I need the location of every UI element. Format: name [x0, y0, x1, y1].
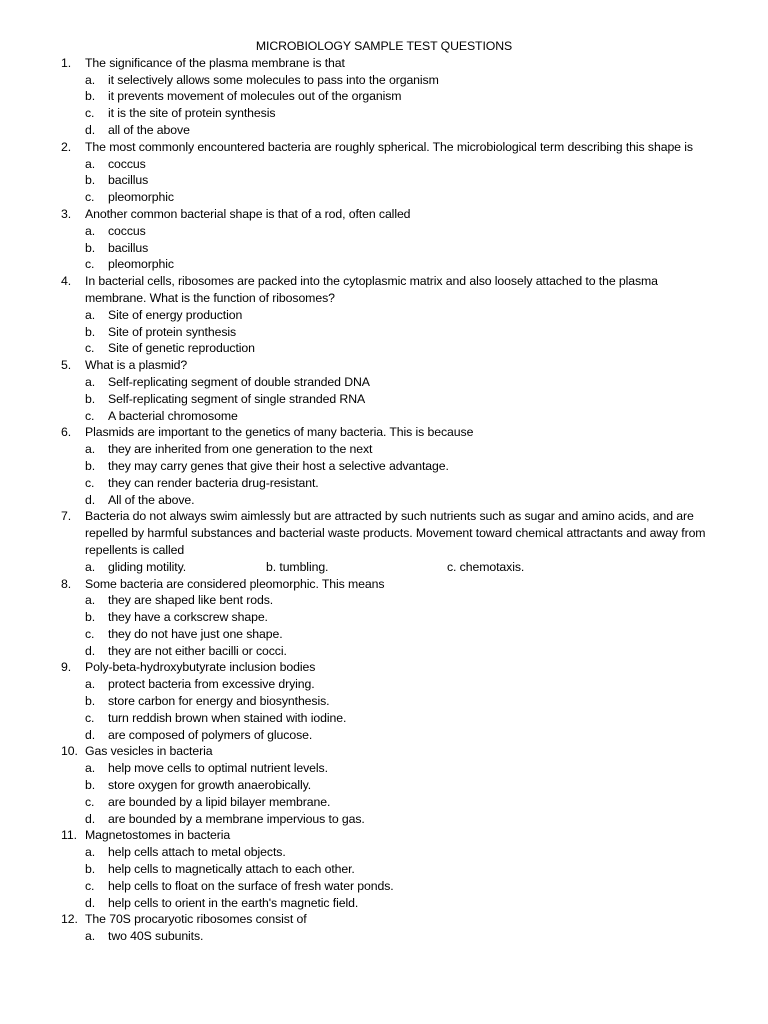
option-letter: a.: [85, 72, 96, 87]
question-number: 10.: [61, 744, 78, 759]
question-11: [0, 827, 768, 844]
option-text: help cells to float on the surface of fresh water ponds.: [108, 878, 394, 893]
option-item: [0, 760, 768, 777]
option-item: [0, 105, 768, 122]
question-text: Some bacteria are considered pleomorphic. This means: [85, 576, 385, 591]
page-title: MICROBIOLOGY SAMPLE TEST QUESTIONS: [255, 39, 513, 53]
option-item: [0, 172, 768, 189]
option-item: [0, 861, 768, 878]
options-list: [0, 760, 768, 827]
option-letter: d.: [85, 727, 96, 742]
option-letter: b.: [85, 862, 96, 877]
option-text: two 40S subunits.: [108, 929, 204, 944]
option-item: [0, 693, 768, 710]
option-letter: a.: [85, 307, 96, 322]
document-page: [0, 38, 768, 945]
option-item: [0, 609, 768, 626]
option-item: [0, 727, 768, 744]
option-item: [0, 256, 768, 273]
option-letter: b.: [85, 240, 96, 255]
question-text: Another common bacterial shape is that of a rod, often called: [85, 206, 411, 221]
option-item: [0, 895, 768, 912]
option-item: [0, 710, 768, 727]
options-list: [0, 676, 768, 743]
option-letter: a.: [85, 929, 96, 944]
question-6: [0, 424, 768, 441]
option-letter: c.: [85, 408, 95, 423]
question-text: The most commonly encountered bacteria are roughly spherical. The microbiological term describing this shape is: [85, 139, 693, 154]
question-7: [0, 508, 768, 558]
question-number: 1.: [61, 55, 72, 70]
option-text: they are shaped like bent rods.: [108, 593, 274, 608]
question-9: [0, 659, 768, 676]
question-8: [0, 576, 768, 593]
option-letter: a.: [85, 845, 96, 860]
question-text: Magnetostomes in bacteria: [85, 828, 231, 843]
option-text: Site of protein synthesis: [108, 324, 237, 339]
option-text: they may carry genes that give their host a selective advantage.: [108, 458, 449, 473]
option-letter: a.: [85, 442, 96, 457]
option-text: coccus: [108, 223, 146, 238]
option-letter: d.: [85, 492, 96, 507]
option-letter: c.: [85, 106, 95, 121]
question-number: 5.: [61, 358, 72, 373]
question-5: [0, 357, 768, 374]
option-item: [0, 189, 768, 206]
option-letter: b.: [85, 778, 96, 793]
option-text: A bacterial chromosome: [108, 408, 238, 423]
option-item: [0, 391, 768, 408]
option-item: [0, 307, 768, 324]
option-text: it prevents movement of molecules out of the organism: [108, 89, 402, 104]
option-item: [0, 844, 768, 861]
option-text: they are inherited from one generation to the next: [108, 442, 373, 457]
option-item: [0, 777, 768, 794]
option-item: [0, 592, 768, 609]
options-list: [0, 307, 768, 357]
option-text: they do not have just one shape.: [108, 626, 283, 641]
option-text: they can render bacteria drug-resistant.: [108, 475, 319, 490]
option-text: Self-replicating segment of single stranded RNA: [108, 391, 366, 406]
options-list: [0, 441, 768, 508]
option-text: b. tumbling.: [266, 559, 329, 574]
option-text: all of the above: [108, 122, 190, 137]
question-12: [0, 911, 768, 928]
option-item: [0, 928, 768, 945]
option-text: turn reddish brown when stained with iodine.: [108, 710, 347, 725]
option-letter: c.: [85, 626, 95, 641]
option-item: [0, 878, 768, 895]
option-text: bacillus: [108, 173, 149, 188]
option-letter: a.: [85, 223, 96, 238]
option-item: [0, 324, 768, 341]
options-list: [0, 374, 768, 424]
question-text: In bacterial cells, ribosomes are packed into the cytoplasmic matrix and also loosely attached to the plasma membrane. What is the function of ribosomes?: [85, 274, 658, 305]
option-text: pleomorphic: [108, 257, 174, 272]
option-letter: a.: [85, 374, 96, 389]
question-4: [0, 273, 768, 307]
option-letter: a.: [85, 677, 96, 692]
option-text: pleomorphic: [108, 190, 174, 205]
question-number: 3.: [61, 206, 72, 221]
option-letter: a.: [85, 593, 96, 608]
option-text: All of the above.: [108, 492, 195, 507]
option-letter: b.: [85, 694, 96, 709]
question-number: 4.: [61, 274, 72, 289]
option-item: [0, 676, 768, 693]
option-text: it is the site of protein synthesis: [108, 106, 276, 121]
option-letter: c.: [85, 341, 95, 356]
option-letter: b.: [85, 324, 96, 339]
option-text: are bounded by a lipid bilayer membrane.: [108, 794, 331, 809]
option-letter: b.: [85, 173, 96, 188]
option-item: [0, 408, 768, 425]
question-text: Bacteria do not always swim aimlessly but are attracted by such nutrients such as sugar and amino acids, and are repelled by harmful substances and bacterial waste products. Movement toward chemical attractants and away from repellents is called: [85, 509, 706, 557]
options-list: [0, 223, 768, 273]
option-letter: d.: [85, 122, 96, 137]
option-letter: c.: [85, 475, 95, 490]
option-item: [0, 72, 768, 89]
option-item: [0, 626, 768, 643]
question-number: 9.: [61, 660, 72, 675]
question-2: [0, 139, 768, 156]
option-item: [0, 811, 768, 828]
option-text: Site of genetic reproduction: [108, 341, 255, 356]
option-item: [0, 643, 768, 660]
option-text: protect bacteria from excessive drying.: [108, 677, 315, 692]
option-letter: d.: [85, 643, 96, 658]
question-number: 12.: [61, 912, 78, 927]
option-item: [0, 156, 768, 173]
option-letter: b.: [85, 391, 96, 406]
option-text: they have a corkscrew shape.: [108, 610, 268, 625]
option-letter: c.: [85, 710, 95, 725]
option-letter: a.: [85, 559, 96, 574]
option-letter: c.: [85, 190, 95, 205]
option-letter: d.: [85, 811, 96, 826]
option-letter: c.: [85, 794, 95, 809]
options-list: [0, 928, 768, 945]
question-text: Poly-beta-hydroxybutyrate inclusion bodies: [85, 660, 316, 675]
question-number: 2.: [61, 139, 72, 154]
question-10: [0, 743, 768, 760]
options-list: [0, 156, 768, 206]
option-item: [0, 374, 768, 391]
option-text: c. chemotaxis.: [447, 559, 525, 574]
option-text: it selectively allows some molecules to pass into the organism: [108, 72, 439, 87]
question-text: The 70S procaryotic ribosomes consist of: [85, 912, 307, 927]
option-item: [0, 340, 768, 357]
option-item: [0, 794, 768, 811]
question-number: 6.: [61, 425, 72, 440]
question-1: [0, 55, 768, 72]
option-letter: a.: [85, 761, 96, 776]
question-text: Plasmids are important to the genetics of many bacteria. This is because: [85, 425, 474, 440]
option-text: are bounded by a membrane impervious to gas.: [108, 811, 365, 826]
question-number: 8.: [61, 576, 72, 591]
question-text: Gas vesicles in bacteria: [85, 744, 213, 759]
option-text: store carbon for energy and biosynthesis.: [108, 694, 330, 709]
option-text: they are not either bacilli or cocci.: [108, 643, 287, 658]
option-text: are composed of polymers of glucose.: [108, 727, 313, 742]
option-text: Self-replicating segment of double stranded DNA: [108, 374, 370, 389]
option-item: [0, 240, 768, 257]
option-text: help cells to orient in the earth's magnetic field.: [108, 895, 359, 910]
options-list: [0, 844, 768, 911]
option-item: [0, 441, 768, 458]
option-item: [0, 475, 768, 492]
option-item: [0, 122, 768, 139]
option-text: help cells attach to metal objects.: [108, 845, 286, 860]
question-text: What is a plasmid?: [85, 358, 188, 373]
option-letter: d.: [85, 895, 96, 910]
inline-options: [0, 559, 768, 576]
question-text: The significance of the plasma membrane is that: [85, 55, 345, 70]
option-item: [0, 223, 768, 240]
question-number: 7.: [61, 509, 72, 524]
option-text: Site of energy production: [108, 307, 243, 322]
question-number: 11.: [61, 828, 77, 843]
option-letter: b.: [85, 458, 96, 473]
option-text: bacillus: [108, 240, 149, 255]
options-list: [0, 72, 768, 139]
option-letter: b.: [85, 89, 96, 104]
question-3: [0, 206, 768, 223]
option-item: [0, 88, 768, 105]
option-letter: b.: [85, 610, 96, 625]
options-list: [0, 592, 768, 659]
option-text: coccus: [108, 156, 146, 171]
option-text: gliding motility.: [108, 559, 187, 574]
option-text: help move cells to optimal nutrient levels.: [108, 761, 328, 776]
option-item: [0, 492, 768, 509]
option-text: store oxygen for growth anaerobically.: [108, 778, 312, 793]
option-letter: c.: [85, 878, 95, 893]
option-text: help cells to magnetically attach to each other.: [108, 862, 355, 877]
option-letter: a.: [85, 156, 96, 171]
option-letter: c.: [85, 257, 95, 272]
option-item: [0, 458, 768, 475]
